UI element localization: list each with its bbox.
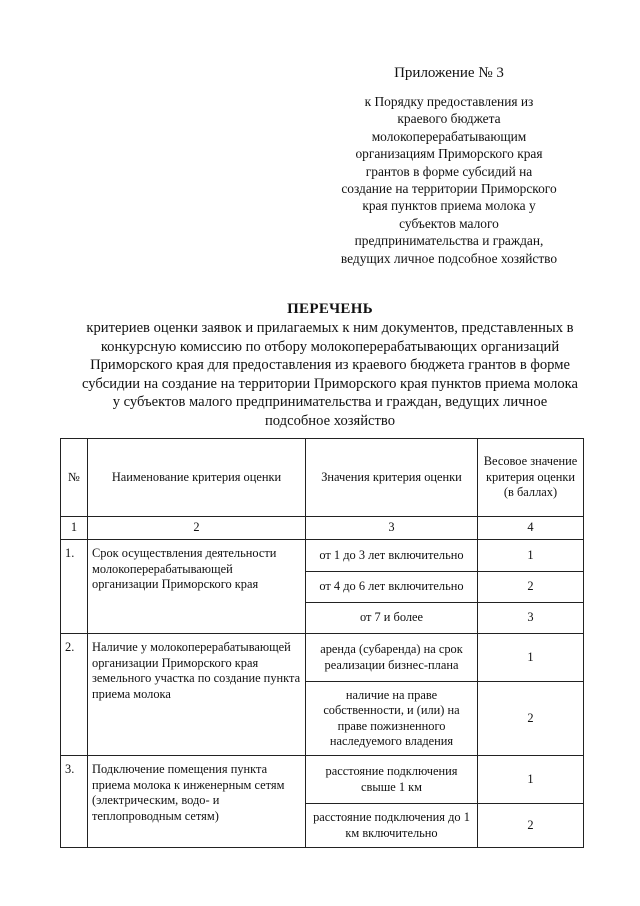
criterion-value: аренда (субаренда) на срок реализации бизнес-плана	[306, 634, 478, 682]
criterion-score: 3	[478, 603, 584, 634]
header-name: Наименование критерия оценки	[88, 439, 306, 517]
index-cell: 1	[61, 517, 88, 540]
appendix-line: к Порядку предоставления из	[364, 94, 534, 109]
index-cell: 3	[306, 517, 478, 540]
criterion-number: 1.	[61, 540, 88, 634]
index-cell: 2	[88, 517, 306, 540]
criterion-number: 2.	[61, 634, 88, 756]
criteria-table	[60, 438, 584, 848]
appendix-block	[318, 64, 580, 267]
header-num: №	[61, 439, 88, 517]
document-title: ПЕРЕЧЕНЬ	[287, 301, 373, 317]
appendix-line: ведущих личное подсобное хозяйство	[340, 250, 558, 266]
criterion-score: 1	[478, 540, 584, 572]
appendix-line: краевого бюджета	[397, 111, 501, 127]
criterion-value: от 4 до 6 лет включительно	[306, 572, 478, 603]
header-weight: Весовое значение критерия оценки (в баллах)	[478, 439, 584, 517]
criterion-name: Срок осуществления деятельности молокоперерабатывающей организации Приморского края	[88, 540, 306, 634]
header-value: Значения критерия оценки	[306, 439, 478, 517]
appendix-line: субъектов малого	[399, 215, 499, 231]
appendix-title: Приложение № 3	[394, 65, 504, 81]
appendix-line: молокоперерабатывающим	[371, 128, 527, 144]
criterion-score: 2	[478, 804, 584, 848]
appendix-line: организациям Приморского края	[355, 146, 543, 162]
criterion-value: расстояние подключения свыше 1 км	[306, 756, 478, 804]
criterion-value: от 1 до 3 лет включительно	[306, 540, 478, 572]
criterion-score: 1	[478, 634, 584, 682]
appendix-line: края пунктов приема молока у	[362, 198, 536, 214]
criterion-name: Наличие у молокоперерабатывающей организации Приморского края земельного участка по создание пункта приема молока	[88, 634, 306, 756]
heading-line: критериев оценки заявок и прилагаемых к ним документов, представленных в	[86, 320, 574, 336]
criterion-number: 3.	[61, 756, 88, 848]
heading-line: конкурсную комиссию по отбору молокоперерабатывающих организаций	[100, 338, 560, 355]
appendix-line: предпринимательства и граждан,	[354, 233, 544, 249]
heading-line: субсидии на создание на территории Приморского края пунктов приема молока	[81, 375, 579, 392]
criterion-value: от 7 и более	[306, 603, 478, 634]
heading-line: Приморского края для предоставления из краевого бюджета грантов в форме	[90, 357, 570, 374]
criterion-score: 1	[478, 756, 584, 804]
heading-line: у субъектов малого предпринимательства и граждан, ведущих личное	[112, 394, 548, 411]
document-heading	[60, 300, 600, 431]
heading-line: подсобное хозяйство	[265, 412, 395, 429]
criterion-name: Подключение помещения пункта приема молока к инженерным сетям (электрическим, водо- и теплопроводным сетям)	[88, 756, 306, 848]
criterion-score: 2	[478, 572, 584, 603]
appendix-line: создание на территории Приморского	[341, 181, 557, 197]
criterion-value: расстояние подключения до 1 км включительно	[306, 804, 478, 848]
criterion-value: наличие на праве собственности, и (или) на праве пожизненного наследуемого владения	[306, 682, 478, 756]
criterion-score: 2	[478, 682, 584, 756]
appendix-line: грантов в форме субсидий на	[365, 163, 533, 179]
index-cell: 4	[478, 517, 584, 540]
